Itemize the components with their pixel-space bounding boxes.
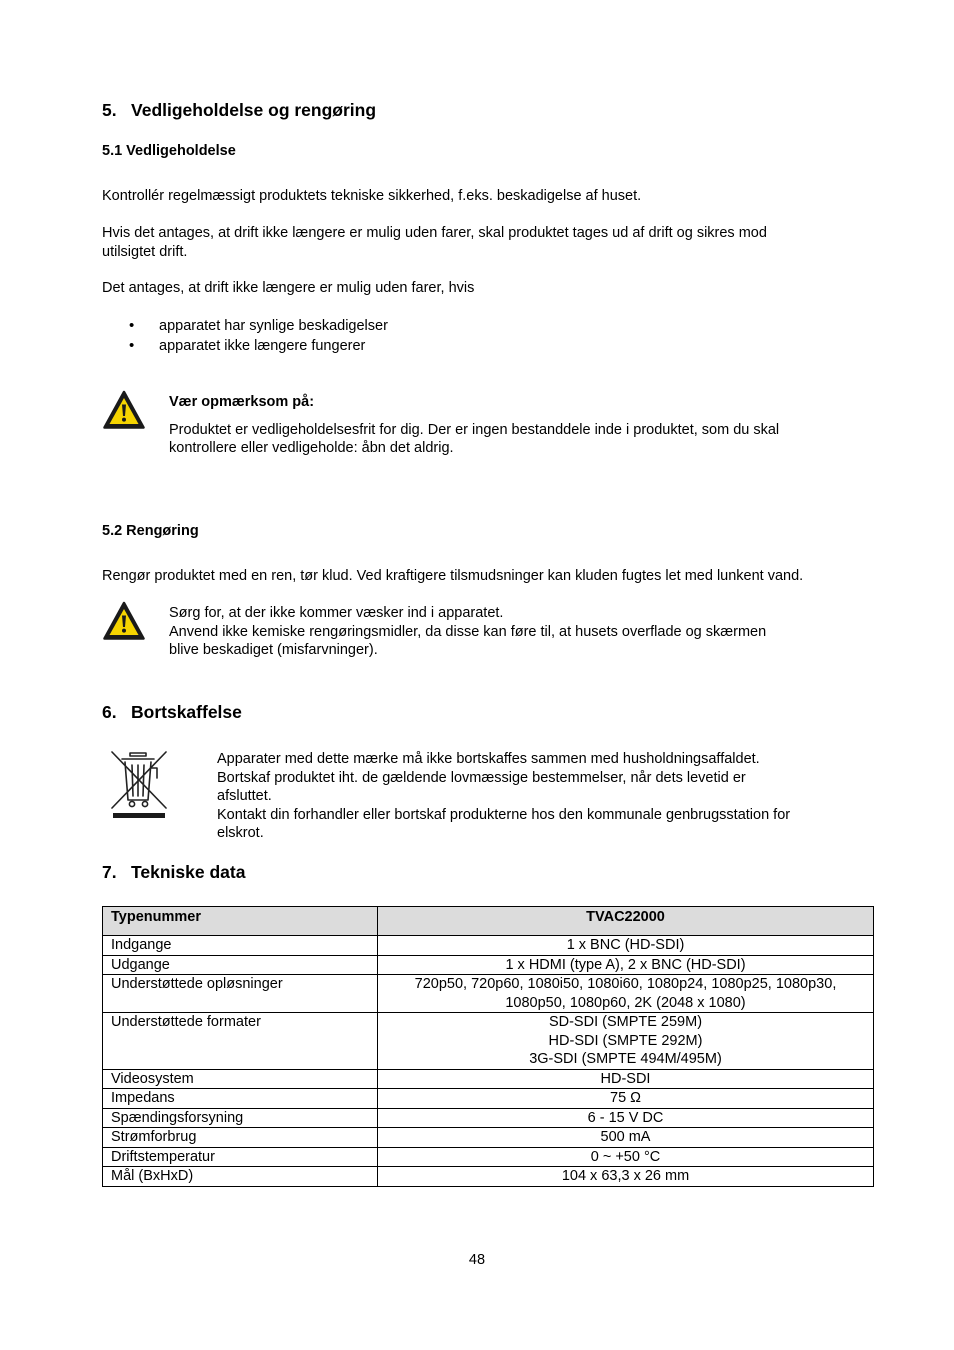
table-cell-label: Indgange	[103, 936, 378, 956]
table-row	[103, 1128, 874, 1148]
paragraph-line: utilsigtet drift.	[102, 243, 188, 260]
table-cell-value	[378, 1069, 874, 1089]
disposal-line: Bortskaf produktet iht. de gældende lovmæssige bestemmelser, når dets levetid er	[217, 769, 746, 786]
warning-text: blive beskadiget (misfarvninger).	[169, 642, 378, 658]
cell-line: 1080p50, 1080p60, 2K (2048 x 1080)	[505, 994, 746, 1011]
warning-note	[169, 393, 779, 458]
subsection-5-1-heading: 5.1 Vedligeholdelse	[102, 143, 236, 159]
cell-line: HD-SDI (SMPTE 292M)	[548, 1032, 703, 1049]
table-cell-label: Understøttede opløsninger	[103, 975, 378, 1013]
warning-text: kontrollere eller vedligeholde: åbn det aldrig.	[169, 440, 454, 456]
table-cell-value	[378, 955, 874, 975]
table-row	[103, 936, 874, 956]
section-7-heading	[102, 862, 245, 883]
table-cell-label: Spændingsforsyning	[103, 1108, 378, 1128]
cell-line: 6 - 15 V DC	[587, 1109, 664, 1126]
section-number: 5.	[102, 100, 117, 120]
cell-line: 500 mA	[600, 1129, 651, 1145]
table-header-cell: Typenummer	[103, 907, 378, 936]
table-cell-value	[378, 1108, 874, 1128]
table-row	[103, 1147, 874, 1167]
warning-triangle-icon	[103, 390, 145, 430]
table-cell-value	[378, 1089, 874, 1109]
warning-triangle-icon	[103, 601, 145, 641]
warning-text: Sørg for, at der ikke kommer væsker ind i apparatet.	[169, 605, 504, 621]
warning-text: Produktet er vedligeholdelsesfrit for dig. Der er ingen bestanddele inde i produktet, som du skal	[169, 421, 780, 438]
crossed-bin-weee-icon	[108, 748, 170, 824]
warning-text: Anvend ikke kemiske rengøringsmidler, da disse kan føre til, at husets overflade og skærmen	[169, 623, 767, 640]
section-number: 7.	[102, 862, 117, 882]
list-item: • apparatet ikke længere fungerer	[102, 336, 388, 356]
table-cell-label: Videosystem	[103, 1069, 378, 1089]
disposal-line: afsluttet.	[217, 788, 272, 804]
cell-line: 1 x BNC (HD-SDI)	[566, 937, 685, 953]
paragraph: Kontrollér regelmæssigt produktets tekniske sikkerhed, f.eks. beskadigelse af huset.	[102, 188, 642, 204]
disposal-line: elskrot.	[217, 825, 264, 841]
table-cell-value	[378, 1147, 874, 1167]
table-header-row	[103, 907, 874, 936]
section-title: Bortskaffelse	[131, 702, 242, 722]
paragraph: Rengør produktet med en ren, tør klud. Ved kraftigere tilsmudsninger kan kluden fugtes let med lunkent vand.	[102, 568, 804, 584]
section-title: Vedligeholdelse og rengøring	[131, 100, 377, 120]
section-title: Tekniske data	[131, 862, 246, 882]
table-cell-value	[378, 1128, 874, 1148]
table-row	[103, 1167, 874, 1187]
disposal-line: Kontakt din forhandler eller bortskaf produkterne hos den kommunale genbrugsstation for	[217, 806, 791, 823]
cell-line: 104 x 63,3 x 26 mm	[561, 1168, 690, 1184]
paragraph: Det antages, at drift ikke længere er mulig uden farer, hvis	[102, 280, 475, 296]
disposal-line: Apparater med dette mærke må ikke bortskaffes sammen med husholdningsaffaldet.	[217, 751, 760, 767]
table-cell-label: Mål (BxHxD)	[103, 1167, 378, 1187]
paragraph	[102, 224, 767, 261]
table-cell-value	[378, 975, 874, 1013]
cell-line: HD-SDI	[600, 1070, 651, 1087]
table-cell-label: Impedans	[103, 1089, 378, 1109]
table-row	[103, 1069, 874, 1089]
technical-data-table	[102, 906, 874, 1187]
table-cell-label: Udgange	[103, 955, 378, 975]
warning-note	[169, 604, 766, 660]
table-row	[103, 1108, 874, 1128]
table-cell-label: Understøttede formater	[103, 1013, 378, 1070]
table-header-cell: TVAC22000	[378, 907, 874, 936]
subsection-5-2-heading: 5.2 Rengøring	[102, 523, 199, 539]
table-cell-value	[378, 936, 874, 956]
table-cell-value	[378, 1013, 874, 1070]
cell-line: 0 ~ +50 °C	[590, 1148, 661, 1165]
table-row	[103, 955, 874, 975]
section-6-heading	[102, 702, 242, 723]
table-row	[103, 975, 874, 1013]
table-cell-label: Strømforbrug	[103, 1128, 378, 1148]
warning-title: Vær opmærksom på:	[169, 394, 315, 410]
table-cell-value	[378, 1167, 874, 1187]
table-row	[103, 1013, 874, 1070]
table-cell-label: Driftstemperatur	[103, 1147, 378, 1167]
page-number: 48	[468, 1252, 486, 1268]
paragraph-line: Hvis det antages, at drift ikke længere er mulig uden farer, skal produktet tages ud af drift og sikres mod	[102, 225, 767, 241]
disposal-text	[217, 750, 790, 843]
cell-line: 3G-SDI (SMPTE 494M/495M)	[529, 1051, 722, 1067]
cell-line: 75 Ω	[610, 1090, 641, 1106]
section-5-heading	[102, 100, 376, 121]
cell-line: 720p50, 720p60, 1080i50, 1080i60, 1080p24, 1080p25, 1080p30,	[414, 976, 837, 992]
table-row	[103, 1089, 874, 1109]
cell-line: SD-SDI (SMPTE 259M)	[548, 1014, 703, 1030]
cell-line: 1 x HDMI (type A), 2 x BNC (HD-SDI)	[505, 956, 746, 973]
bullet-list	[102, 316, 388, 356]
list-item: • apparatet har synlige beskadigelser	[102, 316, 388, 336]
section-number: 6.	[102, 702, 117, 722]
